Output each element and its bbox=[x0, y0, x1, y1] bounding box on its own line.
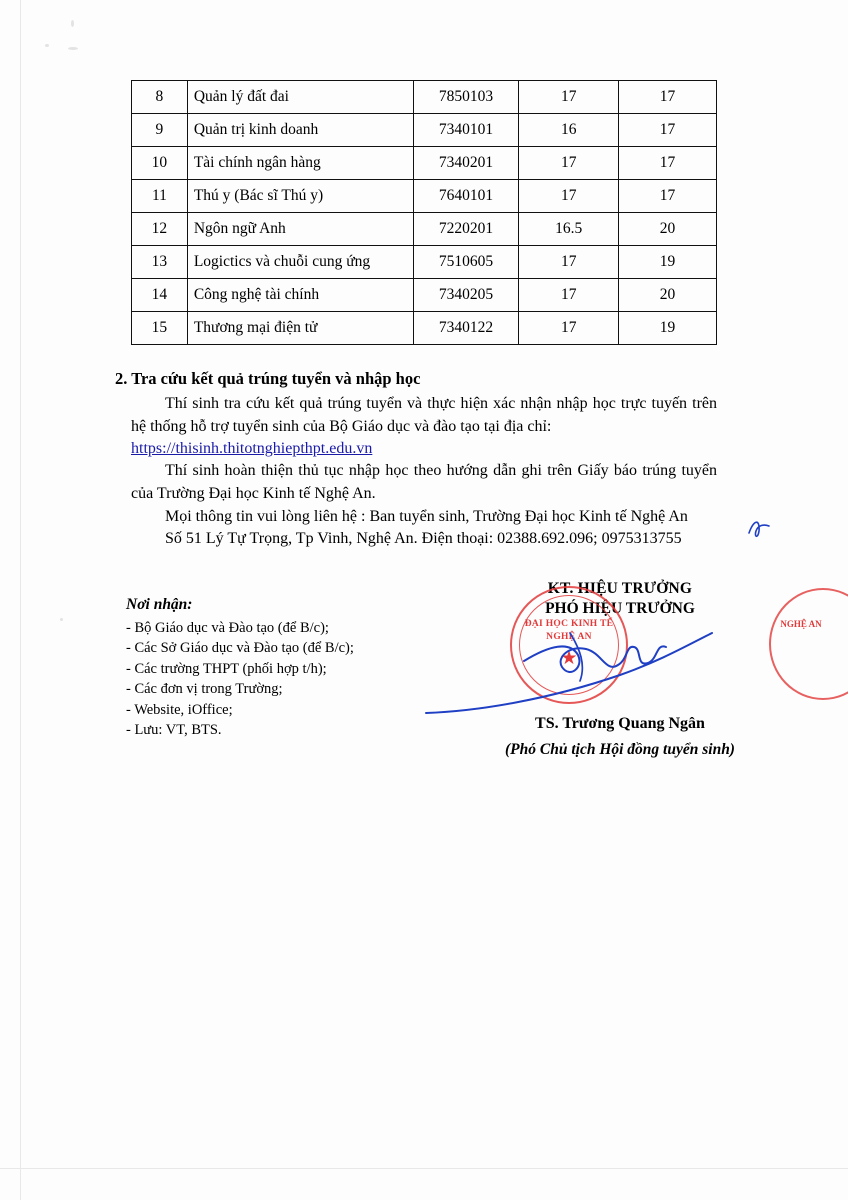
table-row bbox=[132, 114, 717, 147]
signature-line-2: PHÓ HIỆU TRƯỞNG bbox=[545, 600, 695, 617]
list-item: - Lưu: VT, BTS. bbox=[126, 722, 222, 738]
table-row bbox=[132, 180, 717, 213]
cell-no: 8 bbox=[132, 81, 188, 114]
cell-quota: 19 bbox=[619, 312, 717, 345]
list-item: - Các đơn vị trong Trường; bbox=[126, 681, 283, 697]
cell-score: 17 bbox=[519, 246, 619, 279]
cell-code: 7640101 bbox=[413, 180, 519, 213]
cell-code: 7850103 bbox=[413, 81, 519, 114]
cell-score: 16 bbox=[519, 114, 619, 147]
recipients-block bbox=[126, 595, 354, 741]
admissions-table bbox=[131, 80, 717, 345]
table-row bbox=[132, 279, 717, 312]
cell-no: 13 bbox=[132, 246, 188, 279]
cell-code: 7340101 bbox=[413, 114, 519, 147]
cell-code: 7340205 bbox=[413, 279, 519, 312]
cell-major: Thú y (Bác sĩ Thú y) bbox=[187, 180, 413, 213]
scan-speck bbox=[71, 20, 74, 27]
cell-quota: 20 bbox=[619, 213, 717, 246]
table-body bbox=[132, 81, 717, 345]
cell-no: 10 bbox=[132, 147, 188, 180]
cell-quota: 19 bbox=[619, 246, 717, 279]
paragraph-enrollment: Thí sinh hoàn thiện thủ tục nhập học theo hướng dẫn ghi trên Giấy báo trúng tuyển của Trường Đại học Kinh tế Nghệ An. bbox=[131, 462, 717, 502]
table-row bbox=[132, 312, 717, 345]
table-row bbox=[132, 81, 717, 114]
cell-no: 9 bbox=[132, 114, 188, 147]
recipients-heading: Nơi nhận: bbox=[126, 596, 193, 613]
cell-no: 12 bbox=[132, 213, 188, 246]
scan-speck bbox=[68, 47, 78, 50]
portal-link[interactable]: https://thisinh.thitotnghiepthpt.edu.vn bbox=[131, 440, 373, 457]
portal-link-line bbox=[131, 437, 717, 460]
cell-no: 14 bbox=[132, 279, 188, 312]
seal-line-2: NGHỆ AN bbox=[546, 632, 592, 642]
list-item: - Các Sở Giáo dục và Đào tạo (để B/c); bbox=[126, 640, 354, 656]
ink-flourish-icon bbox=[745, 515, 775, 545]
cell-code: 7220201 bbox=[413, 213, 519, 246]
seal-line-1: ĐẠI HỌC KINH TẾ bbox=[524, 619, 614, 629]
list-item: - Bộ Giáo dục và Đào tạo (để B/c); bbox=[126, 619, 329, 636]
signatory-role: (Phó Chủ tịch Hội đồng tuyển sinh) bbox=[505, 741, 735, 758]
cell-score: 17 bbox=[519, 279, 619, 312]
cell-major: Thương mại điện tử bbox=[187, 312, 413, 345]
cell-major: Logictics và chuỗi cung ứng bbox=[187, 246, 413, 279]
cell-major: Quản lý đất đai bbox=[187, 81, 413, 114]
scan-speck bbox=[60, 618, 63, 621]
cell-no: 15 bbox=[132, 312, 188, 345]
table-row bbox=[132, 147, 717, 180]
section-heading: 2. Tra cứu kết quả trúng tuyển và nhập học bbox=[115, 369, 421, 388]
cell-score: 17 bbox=[519, 81, 619, 114]
list-item: - Các trường THPT (phối hợp t/h); bbox=[126, 660, 327, 677]
cell-code: 7340201 bbox=[413, 147, 519, 180]
cell-code: 7510605 bbox=[413, 246, 519, 279]
signature-line-1: KT. HIỆU TRƯỞNG bbox=[547, 580, 693, 597]
cell-major: Quản trị kinh doanh bbox=[187, 114, 413, 147]
cell-quota: 17 bbox=[619, 147, 717, 180]
cell-quota: 17 bbox=[619, 180, 717, 213]
seal-star-icon: ★ bbox=[560, 648, 578, 669]
cell-score: 17 bbox=[519, 312, 619, 345]
cell-score: 17 bbox=[519, 147, 619, 180]
signatory-name: TS. Trương Quang Ngân bbox=[535, 715, 705, 732]
paragraph-contact: Mọi thông tin vui lòng liên hệ : Ban tuyển sinh, Trường Đại học Kinh tế Nghệ An bbox=[165, 508, 688, 525]
recipients-list bbox=[126, 618, 354, 741]
scan-speck bbox=[45, 44, 49, 47]
paragraph-address: Số 51 Lý Tự Trọng, Tp Vinh, Nghệ An. Điện thoại: 02388.692.096; 0975313755 bbox=[165, 530, 682, 547]
cell-score: 16.5 bbox=[519, 213, 619, 246]
cell-code: 7340122 bbox=[413, 312, 519, 345]
scan-edge-line bbox=[20, 0, 21, 1200]
scan-edge-line bbox=[0, 1168, 848, 1169]
cell-no: 11 bbox=[132, 180, 188, 213]
edge-seal-label: NGHỆ AN bbox=[780, 619, 822, 629]
table-row bbox=[132, 246, 717, 279]
cell-quota: 20 bbox=[619, 279, 717, 312]
cell-quota: 17 bbox=[619, 114, 717, 147]
table-row bbox=[132, 213, 717, 246]
cell-major: Ngôn ngữ Anh bbox=[187, 213, 413, 246]
cell-major: Công nghệ tài chính bbox=[187, 279, 413, 312]
paragraph-lookup-instructions: Thí sinh tra cứu kết quả trúng tuyển và thực hiện xác nhận nhập học trực tuyến trên hệ thống hỗ trợ tuyển sinh của Bộ Giáo dục và đào tạo tại địa chỉ: bbox=[131, 395, 717, 435]
cell-quota: 17 bbox=[619, 81, 717, 114]
cell-score: 17 bbox=[519, 180, 619, 213]
cell-major: Tài chính ngân hàng bbox=[187, 147, 413, 180]
list-item: - Website, iOffice; bbox=[126, 701, 233, 718]
